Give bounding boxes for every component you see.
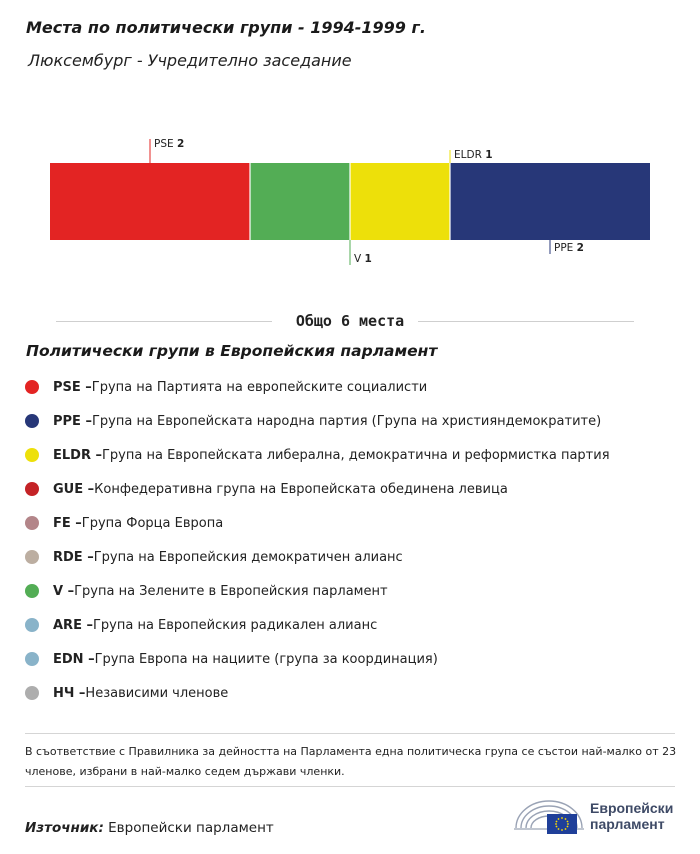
legend-abbreviation: FE – — [53, 515, 82, 531]
bar-segment-pse — [50, 163, 250, 240]
rules-note: В съответствие с Правилника за дейността на Парламента една политическа група се състои най-малко от 23 членове, избрани в най-малко седем държави членки. — [25, 745, 677, 778]
bar-segment-v — [250, 163, 350, 240]
legend-abbreviation: PPE – — [53, 413, 92, 429]
legend-description: Независими членове — [85, 685, 229, 701]
legend-item-eldr — [25, 438, 610, 472]
legend-item-ppe — [25, 404, 610, 438]
segment-label-v: V 1 — [354, 253, 372, 265]
legend-color-dot-icon — [25, 686, 39, 700]
bar-segment-eldr — [350, 163, 450, 240]
legend-description: Група на Партията на европейските социалисти — [91, 379, 428, 395]
legend-abbreviation: RDE – — [53, 549, 94, 565]
legend-color-dot-icon — [25, 448, 39, 462]
legend-description: Конфедеративна група на Европейската обединена левица — [94, 481, 508, 497]
source-value: Европейски парламент — [108, 820, 274, 836]
legend-color-dot-icon — [25, 618, 39, 632]
chart-subtitle: Люксембург - Учредително заседание — [28, 51, 352, 70]
legend-heading: Политически групи в Европейския парламент — [26, 342, 438, 360]
legend-description: Група на Европейския радикален алианс — [92, 617, 378, 633]
legend-description: Група на Европейската народна партия (Група на християндемократите) — [91, 413, 602, 429]
note-top-divider — [25, 733, 675, 734]
segment-label-eldr: ELDR 1 — [454, 149, 493, 161]
legend-abbreviation: PSE – — [53, 379, 92, 395]
seats-stacked-bar-chart — [0, 130, 700, 280]
total-seats-label: Общо 6 места — [295, 312, 405, 330]
legend-description: Група на Европейския демократичен алианс — [93, 549, 403, 565]
logo-text-line2: парламент — [590, 816, 665, 832]
legend-description: Група Европа на нациите (група за координация) — [94, 651, 438, 667]
legend-item-gue — [25, 472, 610, 506]
legend-color-dot-icon — [25, 380, 39, 394]
legend-item-edn — [25, 642, 610, 676]
european-parliament-hemicycle-logo-icon — [514, 797, 584, 835]
legend-abbreviation: НЧ – — [53, 685, 86, 701]
legend-color-dot-icon — [25, 516, 39, 530]
legend-abbreviation: ARE – — [53, 617, 93, 633]
segment-label-pse: PSE 2 — [154, 138, 185, 150]
legend-item-are — [25, 608, 610, 642]
legend-color-dot-icon — [25, 550, 39, 564]
legend-item-pse — [25, 370, 610, 404]
legend-color-dot-icon — [25, 584, 39, 598]
legend-description: Група на Зелените в Европейския парламент — [74, 583, 388, 599]
legend-description: Група Форца Европа — [81, 515, 224, 531]
legend-abbreviation: V – — [53, 583, 75, 599]
legend-item-fe — [25, 506, 610, 540]
european-parliament-logo — [514, 797, 673, 835]
legend-color-dot-icon — [25, 414, 39, 428]
legend-item-rde — [25, 540, 610, 574]
political-groups-legend — [25, 370, 610, 710]
legend-abbreviation: EDN – — [53, 651, 95, 667]
logo-text-line1: Европейски — [590, 800, 674, 816]
bar-segment-ppe — [450, 163, 650, 240]
legend-abbreviation: GUE – — [53, 481, 95, 497]
source-line — [25, 820, 274, 836]
legend-color-dot-icon — [25, 482, 39, 496]
segment-label-ppe: PPE 2 — [554, 242, 584, 254]
legend-item-нч — [25, 676, 610, 710]
legend-color-dot-icon — [25, 652, 39, 666]
legend-abbreviation: ELDR – — [53, 447, 102, 463]
chart-title: Места по политически групи - 1994-1999 г. — [26, 18, 426, 37]
legend-item-v — [25, 574, 610, 608]
logo-text — [590, 800, 673, 832]
source-label: Източник: — [25, 820, 104, 836]
legend-description: Група на Европейската либерална, демократична и реформистка партия — [102, 447, 610, 463]
note-bottom-divider — [25, 786, 675, 787]
